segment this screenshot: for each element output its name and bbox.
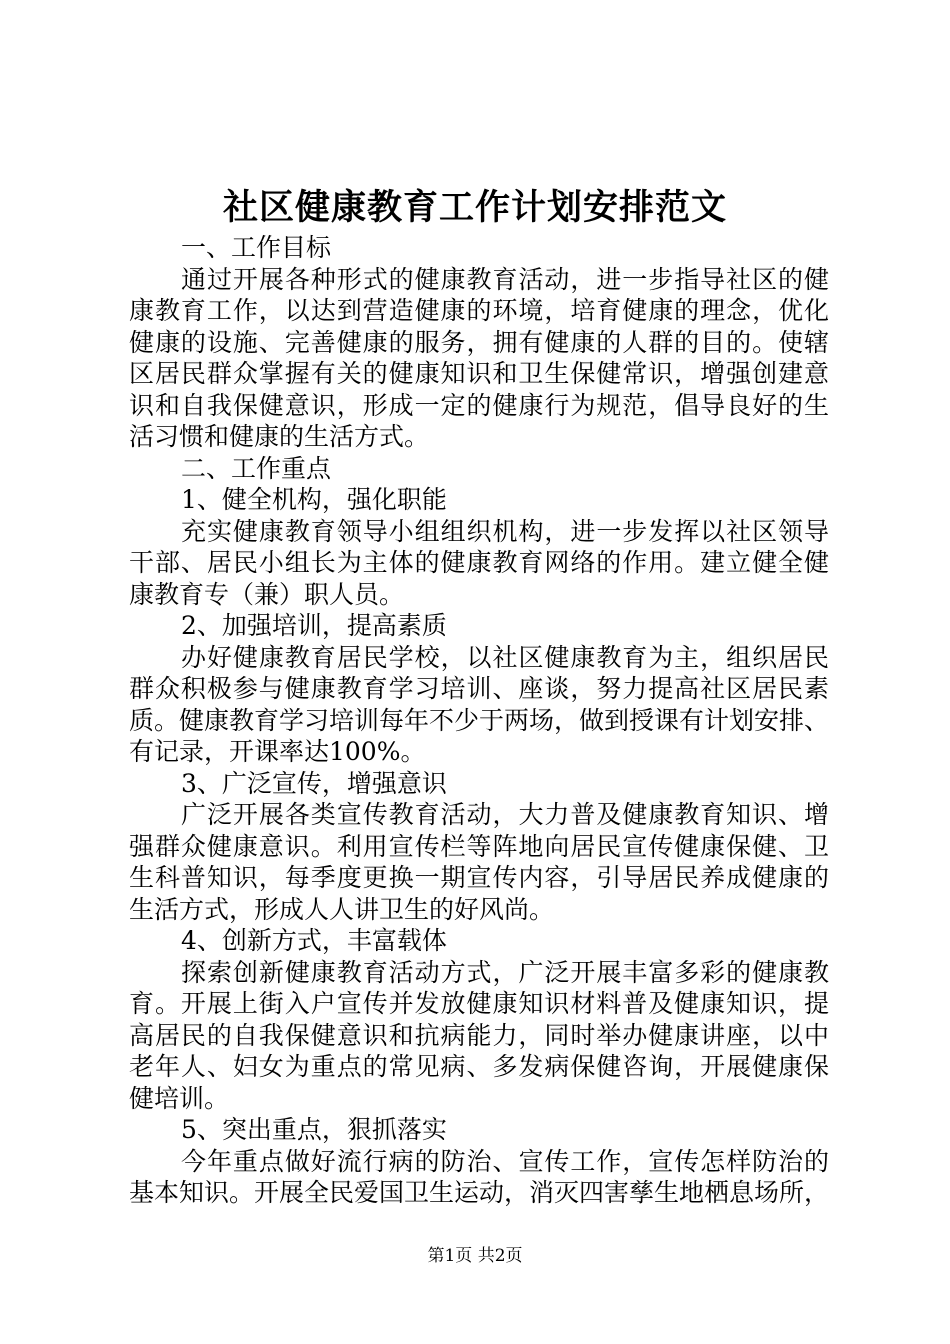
paragraph-line: 康教育专（兼）职人员。 <box>129 579 405 609</box>
paragraph-line: 识和自我保健意识，形成一定的健康行为规范，倡导良好的生 <box>129 390 829 420</box>
paragraph-line: 干部、居民小组长为主体的健康教育网络的作用。建立健全健 <box>129 548 829 577</box>
paragraph-line: 活习惯和健康的生活方式。 <box>129 422 430 451</box>
paragraph-line: 办好健康教育居民学校，以社区健康教育为主，组织居民 <box>181 642 829 672</box>
paragraph-line: 健培训。 <box>129 1083 230 1113</box>
paragraph-line: 有记录，开课率达100%。 <box>129 737 426 766</box>
page-title: 社区健康教育工作计划安排范文 <box>222 187 727 228</box>
document-body <box>129 232 829 1209</box>
paragraph-line: 充实健康教育领导小组组织机构，进一步发挥以社区领导 <box>181 516 829 546</box>
section-heading: 3、广泛宣传，增强意识 <box>181 768 447 798</box>
paragraph-line: 老年人、妇女为重点的常见病、多发病保健咨询，开展健康保 <box>129 1052 829 1081</box>
paragraph-line: 高居民的自我保健意识和抗病能力，同时举办健康讲座，以中 <box>129 1020 829 1050</box>
paragraph-line: 区居民群众掌握有关的健康知识和卫生保健常识，增强创建意 <box>129 359 829 388</box>
paragraph-line: 今年重点做好流行病的防治、宣传工作，宣传怎样防治的 <box>181 1146 829 1176</box>
paragraph-line: 质。健康教育学习培训每年不少于两场，做到授课有计划安排、 <box>129 705 830 735</box>
section-heading: 4、创新方式，丰富载体 <box>181 926 447 955</box>
section-heading: 二、工作重点 <box>181 453 332 483</box>
paragraph-line: 基本知识。开展全民爱国卫生运动，消灭四害孳生地栖息场所， <box>129 1178 830 1207</box>
paragraph-line: 探索创新健康教育活动方式，广泛开展丰富多彩的健康教 <box>181 957 829 987</box>
paragraph-line: 康教育工作，以达到营造健康的环境，培育健康的理念，优化 <box>129 296 829 325</box>
section-heading: 5、突出重点，狠抓落实 <box>181 1115 447 1144</box>
paragraph-line: 通过开展各种形式的健康教育活动，进一步指导社区的健 <box>181 264 829 294</box>
paragraph-line: 强群众健康意识。利用宣传栏等阵地向居民宣传健康保健、卫 <box>129 831 829 861</box>
paragraph-line: 广泛开展各类宣传教育活动，大力普及健康教育知识、增 <box>181 800 829 829</box>
paragraph-line: 生活方式，形成人人讲卫生的好风尚。 <box>129 894 555 924</box>
page-footer: 第1页 共2页 <box>427 1246 523 1266</box>
section-heading: 一、工作目标 <box>181 233 332 262</box>
paragraph-line: 健康的设施、完善健康的服务，拥有健康的人群的目的。使辖 <box>129 327 829 357</box>
paragraph-line: 育。开展上街入户宣传并发放健康知识材料普及健康知识，提 <box>129 989 829 1018</box>
section-heading: 1、健全机构，强化职能 <box>181 485 447 514</box>
section-heading: 2、加强培训，提高素质 <box>181 611 447 640</box>
paragraph-line: 群众积极参与健康教育学习培训、座谈，努力提高社区居民素 <box>129 674 829 703</box>
paragraph-line: 生科普知识，每季度更换一期宣传内容，引导居民养成健康的 <box>129 863 829 892</box>
